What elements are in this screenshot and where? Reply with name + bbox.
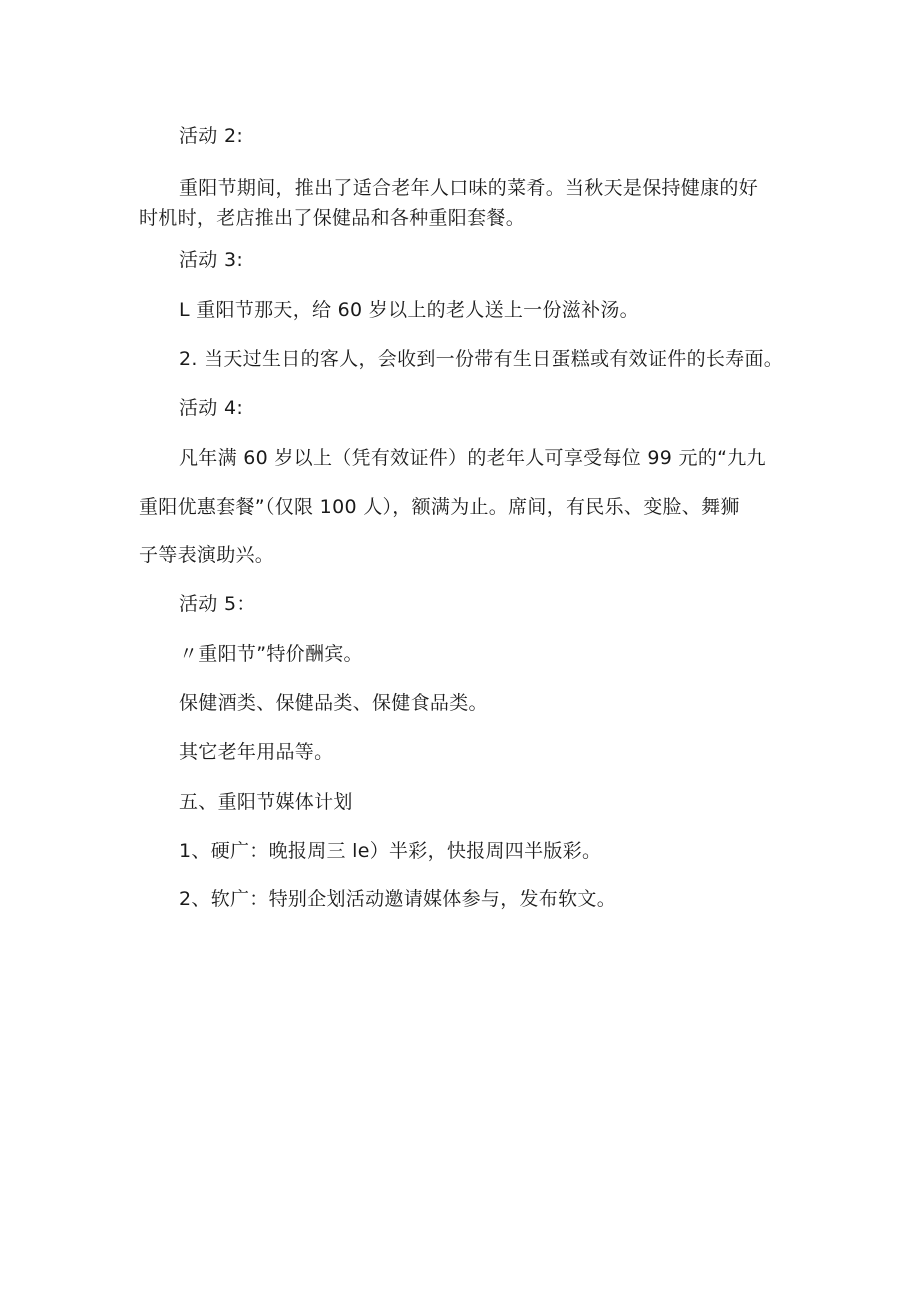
section-5-title: 五、重阳节媒体计划 [179,791,353,813]
activity-4-paragraph-line-1: 凡年满 60 岁以上（凭有效证件）的老年人可享受每位 99 元的“九九 [179,447,766,469]
activity-3-item-1: L 重阳节那天，给 60 岁以上的老人送上一份滋补汤。 [179,299,639,321]
media-plan-item-2: 2、软广：特别企划活动邀请媒体参与，发布软文。 [179,888,616,910]
activity-2-heading: 活动 2: [179,125,244,147]
activity-2-paragraph-line-1: 重阳节期间，推出了适合老年人口味的菜肴。当秋天是保持健康的好 [179,177,759,199]
activity-3-heading: 活动 3: [179,249,244,271]
activity-4-heading: 活动 4: [179,397,244,419]
activity-4-paragraph-line-2: 重阳优惠套餐”（仅限 100 人），额满为止。席间，有民乐、变脸、舞狮 [139,496,740,518]
activity-2-paragraph-line-2: 时机时，老店推出了保健品和各种重阳套餐。 [139,207,526,229]
activity-5-line-1: 〃重阳节”特价酬宾。 [179,643,363,665]
activity-5-line-3: 其它老年用品等。 [179,741,334,763]
activity-5-heading: 活动 5： [179,593,256,615]
activity-5-line-2: 保健酒类、保健品类、保健食品类。 [179,692,488,714]
activity-3-item-2: 2. 当天过生日的客人，会收到一份带有生日蛋糕或有效证件的长寿面。 [179,348,784,370]
activity-4-paragraph-line-3: 子等表演助兴。 [139,544,275,566]
media-plan-item-1: 1、硬广：晚报周三 le）半彩，快报周四半版彩。 [179,840,602,862]
